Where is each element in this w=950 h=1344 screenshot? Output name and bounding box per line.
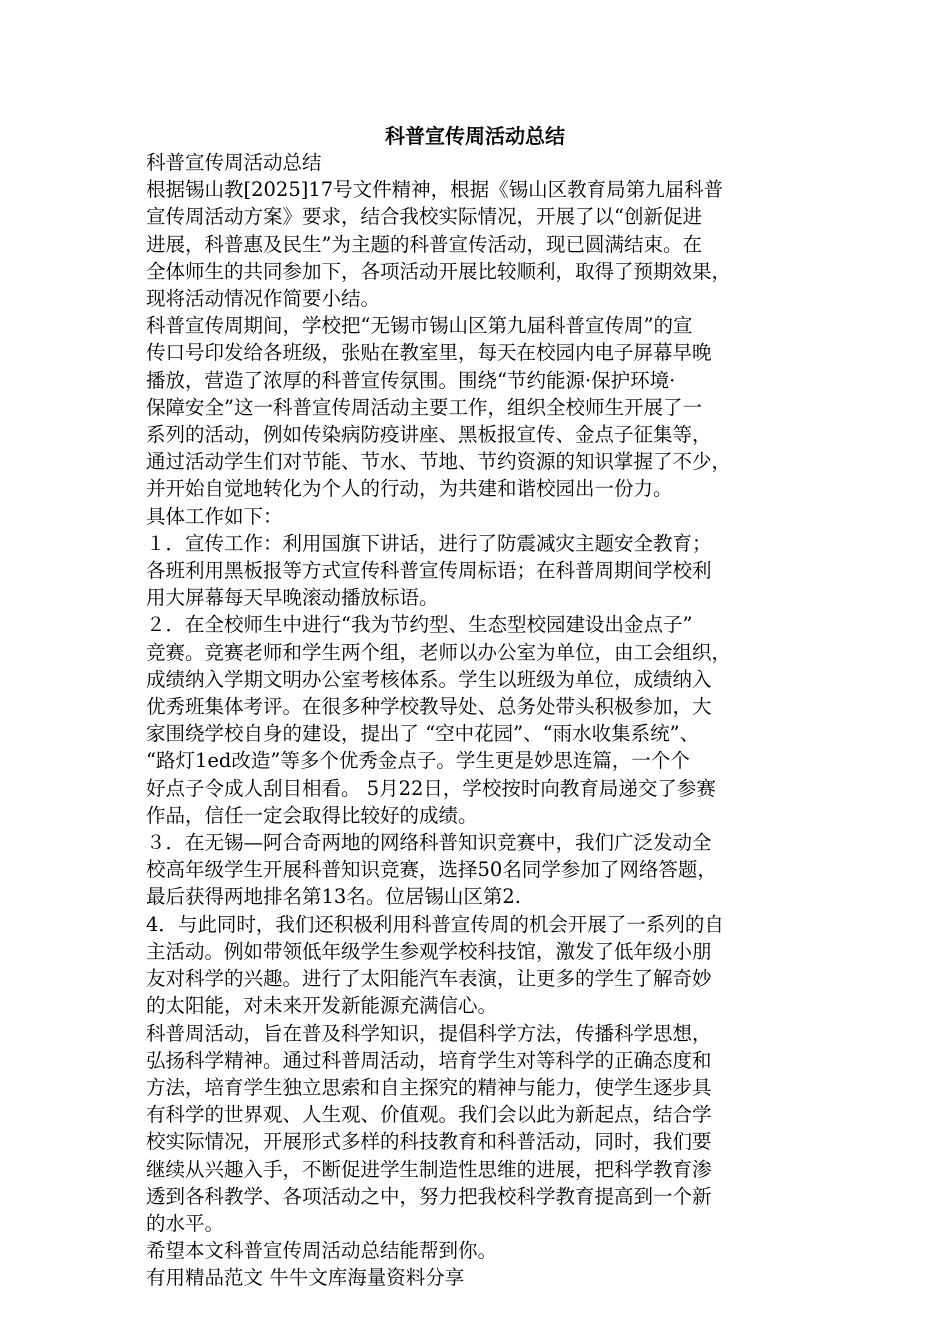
body-text-line: 传口号印发给各班级，张贴在教室里，每天在校园内电子屏幕早晚 [146, 341, 712, 365]
body-text-line: 希望本文科普宣传周活动总结能帮到你。 [146, 1239, 498, 1263]
body-text-line: 成绩纳入学期文明办公室考核体系。学生以班级为单位，成绩纳入 [146, 667, 712, 691]
body-text-line: “路灯1ed改造”等多个优秀金点子。学生更是妙思连篇，一个个 [146, 749, 690, 773]
body-text-line: 竞赛。竞赛老师和学生两个组，老师以办公室为单位，由工会组织， [146, 640, 732, 664]
body-text-line: 友对科学的兴趣。进行了太阳能汽车表演，让更多的学生了解奇妙 [146, 967, 712, 991]
body-text-line: 最后获得两地排名第13名。位居锡山区第2. [146, 885, 521, 909]
body-text-line: 根据锡山教[2025]17号文件精神，根据《锡山区教育局第九届科普 [146, 178, 724, 202]
document-title: 科普宣传周活动总结 [385, 124, 565, 148]
body-text-line: 各班利用黑板报等方式宣传科普宣传周标语；在科普周期间学校利 [146, 559, 712, 583]
body-text-line: 4．与此同时，我们还积极利用科普宣传周的机会开展了一系列的自 [146, 912, 724, 936]
document-body [146, 149, 826, 1292]
body-text-line: 宣传周活动方案》要求，结合我校实际情况，开展了以“创新促进 [146, 205, 702, 229]
body-text-line: 科普周活动，旨在普及科学知识，提倡科学方法，传播科学思想， [146, 1021, 712, 1045]
body-text-line: 家围绕学校自身的建设，提出了 “空中花园”、“雨水收集系统”、 [146, 722, 700, 746]
body-text-line: 优秀班集体考评。在很多种学校教导处、总务处带头积极参加，大 [146, 695, 712, 719]
body-text-line: 用大屏幕每天早晚滚动播放标语。 [146, 586, 439, 610]
body-text-line: 校高年级学生开展科普知识竞赛，选择50名同学参加了网络答题， [146, 858, 717, 882]
body-text-line: 通过活动学生们对节能、节水、节地、节约资源的知识掌握了不少， [146, 450, 732, 474]
body-text-line: 进展，科普惠及民生”为主题的科普宣传活动，现已圆满结束。在 [146, 232, 702, 256]
body-text-line: 有用精品范文 牛牛文库海量资料分享 [146, 1266, 465, 1290]
body-text-line: 并开始自觉地转化为个人的行动，为共建和谐校园出一份力。 [146, 477, 673, 501]
body-text-line: ３．在无锡—阿合奇两地的网络科普知识竞赛中，我们广泛发动全 [146, 831, 712, 855]
body-text-line: １．宣传工作：利用国旗下讲话，进行了防震减灾主题安全教育； [146, 531, 712, 555]
body-text-line: 有科学的世界观、人生观、价值观。我们会以此为新起点，结合学 [146, 1103, 712, 1127]
body-text-line: 科普宣传周活动总结 [146, 151, 322, 174]
body-text-line: 继续从兴趣入手，不断促进学生制造性思维的进展，把科学教育渗 [146, 1157, 712, 1181]
body-text-line: 校实际情况，开展形式多样的科技教育和科普活动，同时，我们要 [146, 1130, 712, 1154]
body-text-line: 的太阳能，对未来开发新能源充满信心。 [146, 994, 498, 1018]
body-text-line: 全体师生的共同参加下，各项活动开展比较顺利，取得了预期效果， [146, 259, 732, 283]
body-text-line: ２．在全校师生中进行“我为节约型、生态型校园建设出金点子” [146, 613, 693, 637]
body-text-line: 系列的活动，例如传染病防疫讲座、黑板报宣传、金点子征集等， [146, 423, 712, 447]
body-text-line: 现将活动情况作简要小结。 [146, 287, 381, 311]
body-text-line: 好点子令成人刮目相看。 5月22日，学校按时向教育局递交了参赛 [146, 776, 716, 800]
body-text-line: 具体工作如下： [146, 504, 283, 528]
body-text-line: 播放，营造了浓厚的科普宣传氛围。围绕“节约能源·保护环境· [146, 368, 676, 392]
body-text-line: 弘扬科学精神。通过科普周活动，培育学生对等科学的正确态度和 [146, 1048, 712, 1072]
body-text-line: 的水平。 [146, 1211, 225, 1235]
body-text-line: 保障安全”这一科普宣传周活动主要工作，组织全校师生开展了一 [146, 395, 702, 419]
body-text-line: 主活动。例如带领低年级学生参观学校科技馆，激发了低年级小朋 [146, 939, 712, 963]
body-text-line: 透到各科教学、各项活动之中，努力把我校科学教育提高到一个新 [146, 1184, 712, 1208]
body-text-line: 作品，信任一定会取得比较好的成绩。 [146, 803, 478, 827]
body-text-line: 科普宣传周期间，学校把“无锡市锡山区第九届科普宣传周”的宣 [146, 314, 693, 338]
body-text-line: 方法，培育学生独立思索和自主探究的精神与能力，使学生逐步具 [146, 1075, 712, 1099]
